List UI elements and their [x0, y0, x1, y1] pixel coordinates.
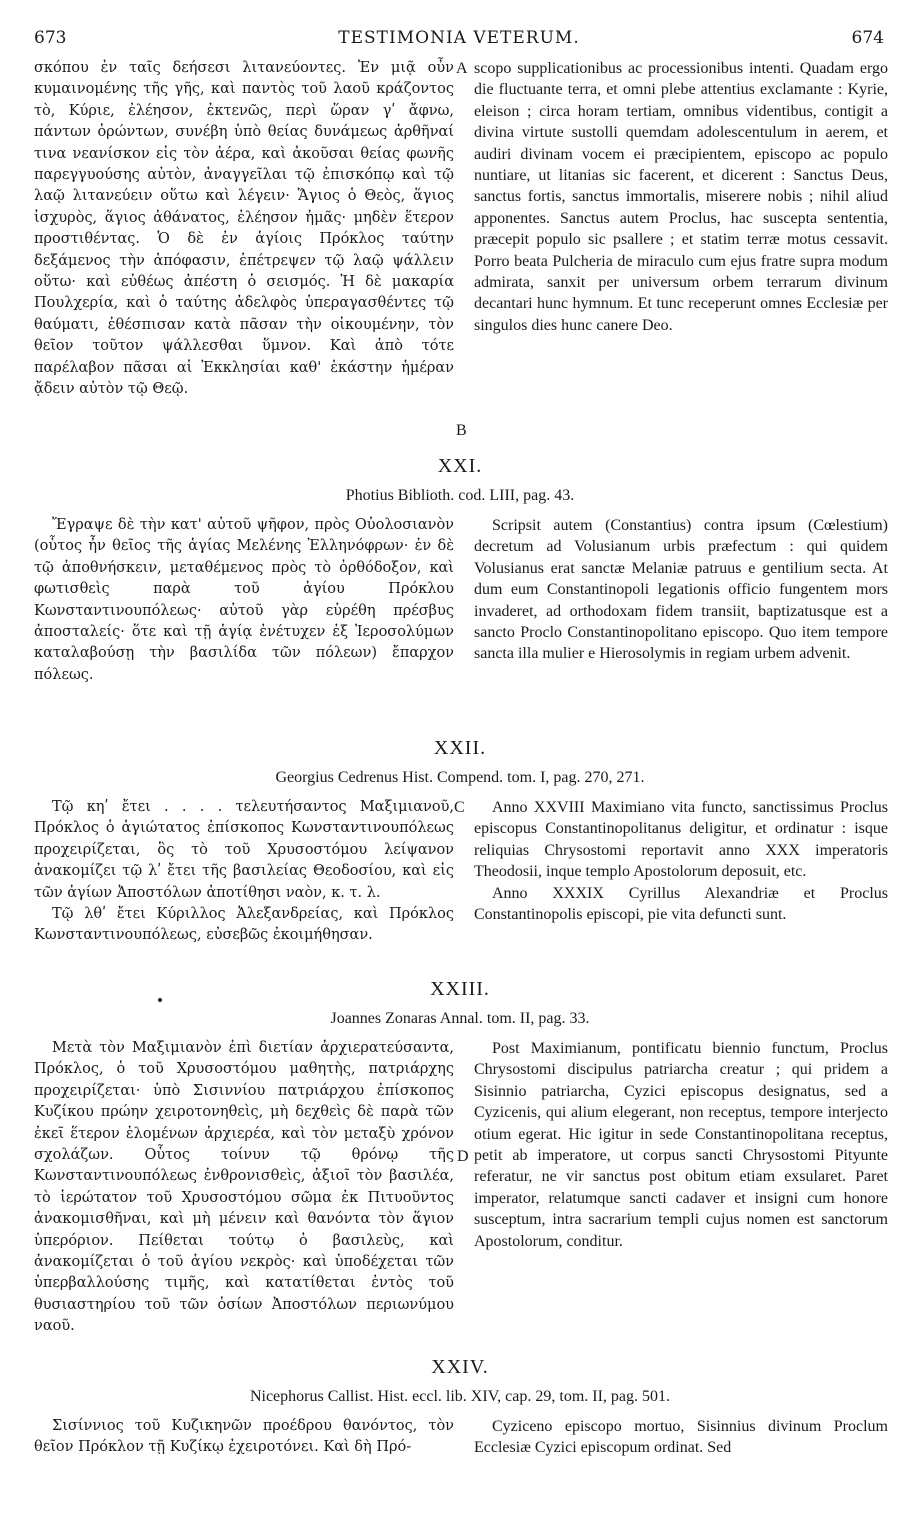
margin-letter-b: B — [456, 422, 467, 439]
latin-paragraph: Anno XXXIX Cyrillus Alexandriæ et Proclus Constantinopolis episcopi, pie vita defuncti sunt. — [474, 884, 888, 924]
greek-paragraph: Μετὰ τὸν Μαξιμιανὸν ἐπὶ διετίαν ἀρχιερατεύσαντα, Πρόκλος, ὁ τοῦ Χρυσοστόμου μαθητὴς, πατριάρχης προχειρίζεται· ὑπὸ Σισιννίου πατριάρχου ἐπίσκοπος Κυζίκου πρώην χειροτονηθεὶς, μὴ δεχθεὶς δὲ παρὰ τῶν ἐκεῖ ἕτερον ἑλομένων ἀρχιερέα, καὶ τὸν μεταξὺ χρόνον σχολάζων. Οὗτος τοίνυν τῷ θρόνῳ τῆς Κωνσταντινουπόλεως ἐνθρονισθεὶς, ἀξιοῖ τὸν βασιλέα, τὸ ἱερώτατον τοῦ Χρυσοστόμου σῶμα ἐκ Πιτυοῦντος ἀνακομισθῆναι, καὶ μὴ μένειν καὶ θανόντα τὸν ἅγιον ὑπερόριον. Πείθεται τούτῳ ὁ βασιλεὺς, καὶ ἀνακομίζεται ὁ τοῦ ἁγίου νεκρὸς· καὶ ὑποδέχεται τῶν ὑπερβαλλούσης τιμῆς, καὶ κατατίθεται ἐντὸς τοῦ θυσιαστηρίου τοῦ τῶν ὁσίων Ἀποστόλων περιωνύμου ναοῦ. — [34, 1040, 454, 1335]
greek-paragraph: Σισίννιος τοῦ Κυζικηνῶν προέδρου θανόντος, τὸν θεῖον Πρόκλον τῇ Κυζίκῳ ἐχειροτόνει. Καὶ δὴ Πρό- — [34, 1418, 454, 1456]
page-number-left: 673 — [34, 28, 67, 48]
greek-column — [34, 515, 454, 686]
latin-paragraph: Anno XXVIII Maximiano vita functo, sanctissimus Proclus episcopus Constantinopolitanus deligitur, et ordinatur : isque reliquias Chrysostomi reportavit anno XXX imperatoris Theodosii, inque templo Apostolorum deposuit, etc. — [474, 799, 888, 881]
running-title: TESTIMONIA VETERUM. — [338, 28, 580, 48]
section-numeral-xxiii: XXIII. — [430, 978, 490, 1000]
section-numeral-xxii: XXII. — [433, 737, 487, 759]
margin-letter-a: A — [456, 60, 468, 77]
source-citation-xxiii: Joannes Zonaras Annal. tom. II, pag. 33. — [330, 1010, 590, 1027]
greek-column — [34, 797, 454, 947]
latin-column — [474, 515, 888, 665]
section-numeral-xxi: XXI. — [437, 455, 483, 477]
greek-paragraph: Τῷ κηʹ ἔτει . . . . τελευτήσαντος Μαξιμιανοῦ, Πρόκλος ὁ ἁγιώτατος ἐπίσκοπος Κωνσταντινουπόλεως προχειρίζεται, ὃς τὸ τοῦ Χρυσοστόμου λείψανον ἀνακομίζει τῷ λʹ ἔτει τῆς βασιλείας Θεοδοσίου, καὶ εἰς τῶν ἁγίων Ἀποστόλων ἀποτίθησι ναὸν, κ. τ. λ. — [34, 799, 454, 901]
greek-column — [34, 1038, 454, 1338]
greek-paragraph: Ἔγραψε δὲ τὴν κατ' αὐτοῦ ψῆφον, πρὸς Οὐολοσιανὸν (οὗτος ἦν θεῖος τῆς ἁγίας Μελένης Ἑλληνόφρων· ἐν δὲ τῷ ἀποθνήσκειν, μεταθέμενος πρὸς τὸ ὀρθόδοξον, καὶ φωτισθεὶς παρὰ τοῦ ἁγίου Πρόκλου Κωνσταντινουπόλεως· αὐτοῦ γὰρ εὑρέθη πρέσβυς ἀποσταλείς· ὅτε καὶ τῇ ἁγίᾳ ἐνέτυχεν ἐξ Ἱεροσολύμων καταλαβούσῃ τὴν βασιλίδα τῶν πόλεων) ἔπαρχον πόλεως. — [34, 517, 454, 683]
running-header — [34, 28, 884, 50]
source-citation-xxii: Georgius Cedrenus Hist. Compend. tom. I, pag. 270, 271. — [275, 769, 645, 786]
latin-column — [474, 58, 888, 336]
greek-column — [34, 1416, 454, 1459]
greek-paragraph: σκόπου ἐν ταῖς δεήσεσι λιτανεύοντες. Ἐν μιᾷ οὖν κυμαινομένης τῆς γῆς, καὶ παντὸς τοῦ λαοῦ κράζοντος τὸ, Κύριε, ἐλέησον, ἐκτενῶς, περὶ ὥραν γʹ ἄφνω, πάντων ὁρώντων, συνέβη ὑπὸ θείας δυνάμεως ἀρθῆναί τινα νεανίσκον εἰς τὸν ἀέρα, καὶ ἀκοῦσαι θείας φωνῆς παρεγγυούσης αὐτὸν, ἀναγγεῖλαι τῷ ἐπισκόπῳ καὶ τῷ λαῷ λιτανεύειν οὕτω καὶ λέγειν· Ἅγιος ὁ Θεὸς, ἅγιος ἰσχυρὸς, ἅγιος ἀθάνατος, ἐλέησον ἡμᾶς· μηδὲν ἕτερον προστιθέντας. Ὁ δὲ ἐν ἁγίοις Πρόκλος ταύτην δεξάμενος τὴν ἀπόφασιν, ἐπέτρεψεν τῷ λαῷ ψάλλειν οὕτω· καὶ εὐθέως ἀπέστη ὁ σεισμός. Ἡ δὲ μακαρία Πουλχερία, καὶ ὁ ταύτης ἀδελφὸς ὑπεραγασθέντες τῷ θαύματι, ἐθέσπισαν κατὰ πᾶσαν τὴν οἰκουμένην, τὸν θεῖον τοῦτον ψάλλεσθαι ὕμνον. Καὶ ἀπὸ τότε παρέλαβον πᾶσαι αἱ Ἐκκλησίαι καθ' ἑκάστην ἡμέραν ᾄδειν αὐτὸν τῷ Θεῷ. — [34, 60, 454, 398]
latin-paragraph: scopo supplicationibus ac processionibus intenti. Quadam ergo die fluctuante terra, et omni plebe attentius exclamante : Kyrie, eleison ; circa horam tertiam, omnibus videntibus, contigit a divina virtute sustolli quemdam adolescentulum in aerem, et audiri divinam vocem ei præcipientem, episcopo ac populo nuntiare, ut litanias sic facerent, et dicerent : Sanctus Deus, sanctus fortis, sanctus immortalis, miserere nobis ; nihil aliud apponentes. Sanctus autem Proclus, hac suscepta sententia, præcepit populo sic psallere ; et statim terræ motus cessavit. Porro beata Pulcheria de miraculo cum ejus fratre supra modum admirata, sanxit per universum orbem terrarum divinum decantari hunc hymnum. Et tunc receperunt omnes Ecclesiæ per singulos dies hunc canere Deo. — [474, 60, 888, 334]
source-citation-xxiv: Nicephorus Callist. Hist. eccl. lib. XIV, cap. 29, tom. II, pag. 501. — [249, 1388, 671, 1405]
latin-paragraph: Scripsit autem (Constantius) contra ipsum (Cœlestium) decretum ad Volusianum urbis præfectum : qui quidem Volusianus erat sanctæ Melaniæ patruus e gentilium secta. At dum eum Constantinopoli legationis officio fungentem mors invaderet, ad orthodoxam fidem transiit, baptizatusque est a sancto Proclo Constantinopolitano episcopo. Quo item tempore sancta illa mulier e Hierosolymis in regiam urbem advenit. — [474, 517, 888, 663]
source-citation-xxi: Photius Biblioth. cod. LIII, pag. 43. — [345, 487, 575, 504]
latin-paragraph: Post Maximianum, pontificatu biennio functum, Proclus Chrysostomi discipulus patriarcha creatur ; qui pridem a Sisinnio patriarcha, Cyzici episcopus designatus, sed a Cyzicenis, qui alium elegerant, non receptus, tempore interjecto otium egerat. Hic igitur in sede Constantinopolitana receptus, petit ab imperatore, ut corpus sancti Chrysostomi Pityunte referatur, ne vir sanctus post obitum etiam exsularet. Paret imperator, relatumque sancti cadaver et insigni cum honore susceptum, intra sacrarium templi cujus nomen est sanctorum Apostolorum, conditur. — [474, 1040, 888, 1250]
latin-column — [474, 1038, 888, 1252]
section-numeral-xxiv: XXIV. — [431, 1356, 489, 1378]
latin-column — [474, 1416, 888, 1459]
greek-column — [34, 58, 454, 401]
margin-letter-c: C — [454, 799, 465, 816]
page-number-right: 674 — [851, 28, 884, 48]
latin-column — [474, 797, 888, 925]
margin-letter-d: D — [457, 1148, 469, 1165]
greek-paragraph: Τῷ λθʹ ἔτει Κύριλλος Ἀλεξανδρείας, καὶ Πρόκλος Κωνσταντινουπόλεως, εὐσεβῶς ἐκοιμήθησαν. — [34, 906, 454, 944]
latin-paragraph: Cyziceno episcopo mortuo, Sisinnius divinum Proclum Ecclesiæ Cyzici episcopum ordinat. Sed — [474, 1418, 888, 1457]
